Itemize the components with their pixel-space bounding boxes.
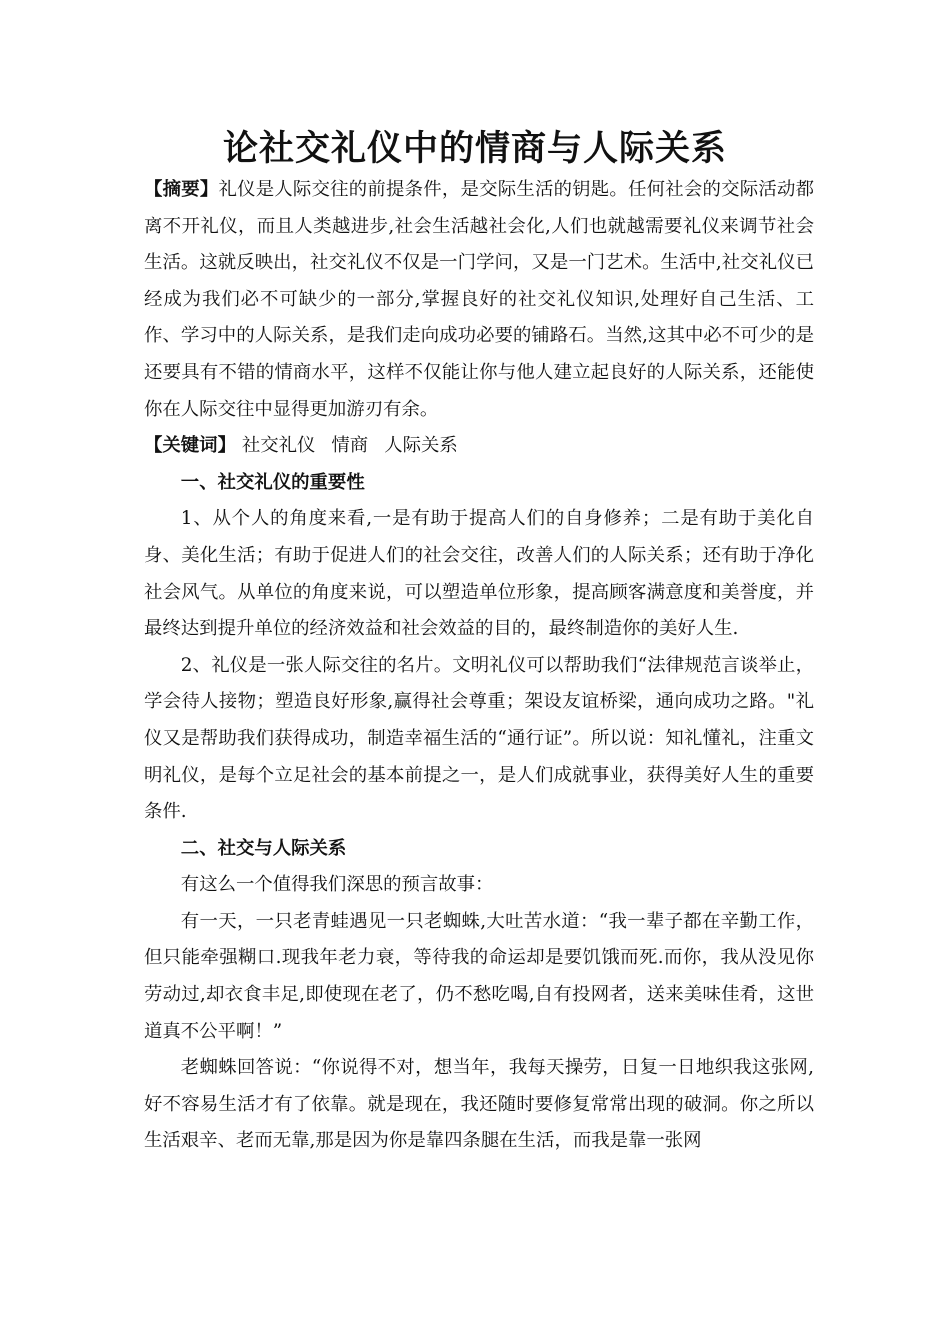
keywords-label: 【关键词】 [144, 435, 236, 457]
document-title: 论社交礼仪中的情商与人际关系 [222, 129, 727, 169]
keyword-item: 社交礼仪 [241, 435, 316, 457]
body-paragraph: 1、从个人的角度来看,一是有助于提高人们的自身修养；二是有助于美化自身、美化生活；有助于促进人们的社会交往，改善人们的人际关系；还有助于净化社会风气。从单位的角度来说，可以塑造单位形象，提高顾客满意度和美誉度，并最终达到提升单位的经济效益和社会效益的目的，最终制造你的美好人生. [144, 508, 814, 640]
section-heading: 二、社交与人际关系 [180, 837, 347, 859]
abstract-paragraph [144, 172, 814, 428]
abstract-label: 【摘要】 [144, 179, 219, 200]
body-paragraph: 有一天，一只老青蛙遇见一只老蜘蛛,大吐苦水道：“我一辈子都在辛勤工作，但只能牵强糊口.现我年老力衰，等待我的命运却是要饥饿而死.而你，我从没见你劳动过,却衣食丰足,即使现在老了，仍不愁吃喝,自有投网者，送来美味佳肴，这世道真不公平啊！” [144, 910, 814, 1042]
document-body [144, 172, 814, 1160]
keyword-item: 情商 [331, 435, 369, 457]
abstract-text: 礼仪是人际交往的前提条件，是交际生活的钥匙。任何社会的交际活动都离不开礼仪，而且人类越进步,社会生活越社会化,人们也就越需要礼仪来调节社会生活。这就反映出，社交礼仪不仅是一门学问，又是一门艺术。生活中,社交礼仪已经成为我们必不可缺少的一部分,掌握良好的社交礼仪知识,处理好自己生活、工作、学习中的人际关系，是我们走向成功必要的铺路石。当然,这其中必不可少的是还要具有不错的情商水平，这样不仅能让你与他人建立起良好的人际关系，还能使你在人际交往中显得更加游刃有余。 [144, 179, 814, 420]
body-paragraph: 老蜘蛛回答说：“你说得不对，想当年，我每天操劳，日复一日地织我这张网,好不容易生活才有了依靠。就是现在，我还随时要修复常常出现的破洞。你之所以生活艰辛、老而无靠,那是因为你是靠四条腿在生活，而我是靠一张网 [144, 1057, 814, 1152]
section-heading: 一、社交礼仪的重要性 [180, 471, 365, 493]
body-paragraph: 有这么一个值得我们深思的预言故事： [180, 874, 494, 896]
keywords-paragraph [144, 428, 814, 465]
keyword-item: 人际关系 [384, 435, 458, 457]
body-paragraph: 2、礼仪是一张人际交往的名片。文明礼仪可以帮助我们“法律规范言谈举止，学会待人接物；塑造良好形象,赢得社会尊重；架设友谊桥梁，通向成功之路。"礼仪又是帮助我们获得成功，制造幸福生活的“通行证”。所以说：知礼懂礼，注重文明礼仪，是每个立足社会的基本前提之一，是人们成就事业，获得美好人生的重要条件. [144, 654, 814, 823]
